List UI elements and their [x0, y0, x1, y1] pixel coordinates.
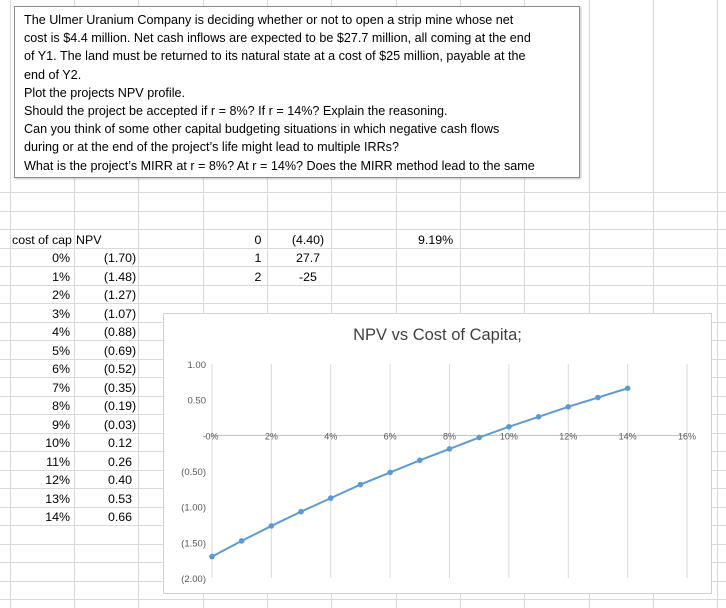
data-point — [239, 538, 245, 544]
npv-cell[interactable]: (0.35) — [103, 381, 137, 395]
rate-cell[interactable]: 14% — [45, 510, 70, 524]
question-line: The Ulmer Uranium Company is deciding whether or not to open a strip mine whose net — [24, 13, 514, 27]
chart-plot — [164, 314, 711, 593]
rate-cell[interactable]: 3% — [52, 307, 70, 321]
series-line — [212, 388, 628, 556]
npv-cell[interactable]: (0.03) — [103, 418, 137, 432]
question-line: What is the project’s MIRR at r = 8%? At r = 14%? Does the MIRR method lead to the same — [24, 158, 535, 173]
npv-cell[interactable]: 0.26 — [107, 455, 133, 469]
cashflow-cell[interactable]: 27.7 — [295, 251, 321, 265]
data-point — [536, 414, 542, 420]
question-line: cost is $4.4 million. Net cash inflows are expected to be $27.7 million, all coming at the end — [24, 31, 531, 46]
data-point — [595, 395, 601, 401]
y-tick-label: (2.00) — [181, 574, 206, 585]
data-point — [358, 482, 364, 488]
header-npv[interactable]: NPV — [76, 233, 102, 247]
x-tick-label: 6% — [383, 431, 397, 442]
y-tick-label: - — [202, 431, 206, 443]
rate-cell[interactable]: 10% — [45, 436, 70, 450]
rate-cell[interactable]: 8% — [52, 399, 70, 413]
x-tick-label: 14% — [618, 431, 637, 442]
period-cell[interactable]: 1 — [254, 251, 262, 265]
x-tick-label: 2% — [264, 431, 278, 442]
question-line: Plot the projects NPV profile. — [24, 85, 185, 100]
data-point — [328, 495, 334, 501]
data-point — [506, 424, 512, 430]
x-tick-label: 10% — [499, 431, 518, 442]
y-tick-label: (1.00) — [181, 502, 206, 514]
npv-cell[interactable]: (0.69) — [103, 344, 137, 358]
rate-cell[interactable]: 9% — [52, 418, 70, 432]
npv-cell[interactable]: 0.53 — [107, 492, 133, 506]
y-tick-label: (0.50) — [181, 467, 206, 478]
npv-chart[interactable] — [163, 313, 712, 594]
rate-cell[interactable]: 0% — [52, 251, 70, 265]
data-point — [269, 523, 275, 529]
data-point — [565, 404, 571, 410]
npv-cell[interactable]: 0.12 — [107, 436, 133, 450]
rate-cell[interactable]: 2% — [52, 288, 70, 302]
question-line: Should the project be accepted if r = 8%? If r = 14%? Explain the reasoning. — [24, 104, 448, 119]
data-point — [387, 470, 393, 476]
npv-cell[interactable]: (1.07) — [103, 307, 137, 321]
rate-cell[interactable]: 6% — [52, 362, 70, 376]
data-point — [417, 458, 423, 464]
question-line: end of Y2. — [24, 67, 82, 82]
x-tick-label: 4% — [324, 431, 338, 442]
rate-cell[interactable]: 5% — [52, 344, 70, 358]
npv-cell[interactable]: (0.52) — [103, 362, 137, 376]
y-tick-label: 1.00 — [187, 360, 206, 371]
x-tick-label: 16% — [677, 431, 697, 442]
rate-cell[interactable]: 12% — [45, 473, 70, 487]
npv-cell[interactable]: (1.48) — [103, 270, 137, 284]
npv-cell[interactable]: (1.27) — [103, 288, 137, 302]
rate-cell[interactable]: 1% — [52, 270, 70, 284]
irr-cell[interactable]: 9.19% — [418, 233, 454, 247]
npv-cell[interactable]: (0.19) — [103, 399, 137, 413]
rate-cell[interactable]: 4% — [52, 325, 70, 339]
data-point — [625, 385, 631, 391]
period-cell[interactable]: 2 — [254, 270, 262, 284]
period-cell[interactable]: 0 — [254, 233, 262, 247]
data-point — [447, 446, 453, 452]
header-cost-of-capital[interactable]: cost of cap — [12, 233, 72, 247]
x-tick-label: 0% — [205, 431, 219, 442]
npv-cell[interactable]: 0.66 — [107, 510, 133, 524]
y-tick-label: (1.50) — [181, 538, 206, 550]
x-tick-label: 12% — [559, 431, 578, 442]
data-point — [209, 554, 215, 560]
question-line: during or at the end of the project’s life might lead to multiple IRRs? — [24, 140, 399, 155]
question-line: of Y1. The land must be returned to its natural state at a cost of $25 million, payable at the — [24, 49, 526, 64]
npv-cell[interactable]: (0.88) — [103, 325, 137, 339]
npv-cell[interactable]: 0.40 — [107, 473, 133, 487]
data-point — [298, 509, 304, 515]
cashflow-cell[interactable]: -25 — [299, 270, 317, 284]
data-point — [476, 435, 482, 441]
chart-title: NPV vs Cost of Capita; — [353, 326, 522, 344]
question-textbox[interactable] — [14, 6, 580, 178]
rate-cell[interactable]: 13% — [45, 492, 70, 506]
cashflow-cell[interactable]: (4.40) — [291, 233, 325, 247]
rate-cell[interactable]: 7% — [52, 381, 70, 395]
y-tick-label: 0.50 — [187, 395, 206, 407]
npv-cell[interactable]: (1.70) — [103, 251, 137, 265]
rate-cell[interactable]: 11% — [46, 455, 70, 469]
x-tick-label: 8% — [442, 431, 457, 442]
question-line: Can you think of some other capital budgeting situations in which negative cash flows — [24, 122, 500, 137]
